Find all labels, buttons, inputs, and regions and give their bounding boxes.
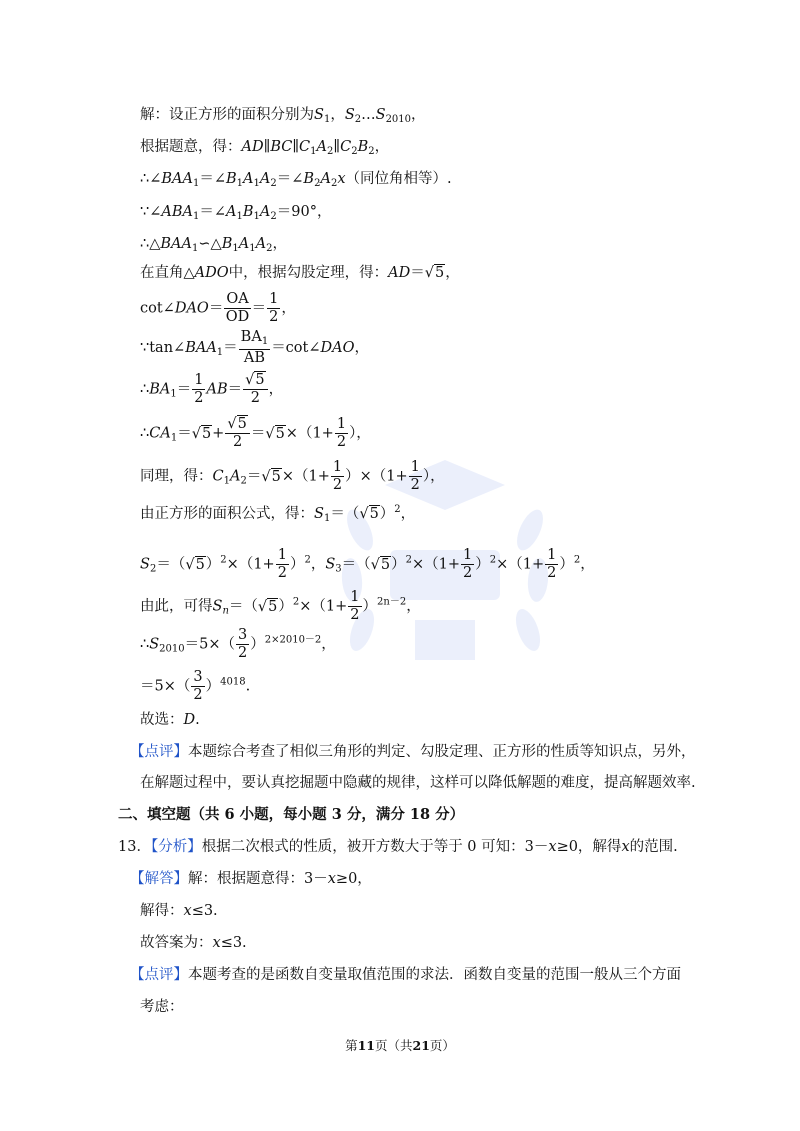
q13-answer: 【解答】解：根据题意得：3－x≥0， [130,871,372,887]
review-line-2: 在解题过程中，要认真挖掘题中隐藏的规律，这样可以降低解题的难度，提高解题效率. [140,775,696,791]
solution-line-3: $\therefore\angle BAA_1=\angle B_1A_1A_2=\angle B_2A_2x$（同位角相等）. [140,171,452,189]
solution-line-10: $\therefore CA_1=√5+$ $\frac{√5}{2}$ ＝√5×（1+ $\frac{1}{2}$ ）， [140,416,371,451]
solution-line-8: $\because\tan\angle BAA_1=$ $\frac{BA_1}{AB}$ ＝cot∠DAO， [140,329,369,366]
solution-line-14: 由此，可得$S_n=(√5)^2\times(1+$ $\frac{1}{2}$ ）$^{2n-2}$， [140,589,421,624]
section-title: 二、填空题（共 6 小题，每小题 3 分，满分 18 分） [118,806,465,823]
q13-review-1: 【点评】本题考查的是函数自变量取值范围的求法．函数自变量的范围一般从三个方面 [130,967,681,983]
solution-line-15: $\therefore S_{2010}=5\times$（ $\frac{3}{2}$ ）$^{2\times 2010-2}$， [140,627,336,662]
solution-line-12: 由正方形的面积公式，得：$S_1=(√5)^2$， [140,504,416,524]
q13-final: 故答案为：x≤3. [140,935,247,951]
analysis-tag: 【分析】 [150,839,202,855]
answer-tag: 【解答】 [130,871,188,887]
solution-line-1: 解：设正方形的面积分别为$S_1$，$S_2\dots S_{2010}$， [140,107,426,125]
q13-solve: 解得：x≤3. [140,903,218,919]
review-tag-2: 【点评】 [130,967,188,983]
page-footer: 第11页（共21页） [345,1038,455,1053]
q13-analysis: 13．【分析】根据二次根式的性质，被开方数大于等于 0 可知：3－x≥0，解得x的范围. [118,839,678,855]
solution-line-13: $S_2=(√5)^2\times(1+$ $\frac{1}{2}$ ）$^2$，$S_3=(√5)^2\times(1+$ $\frac{1}{2}$ ）$^2$×（1+ $\frac{1}{2}$ ）$^2$， [140,547,595,582]
solution-line-17: 故选：D. [140,712,200,728]
solution-line-6: 在直角△ADO中，根据勾股定理，得：AD＝√5， [140,265,460,281]
solution-line-2: 根据题意，得：$AD\parallel BC\parallel C_1A_2\parallel C_2B_2$， [140,139,390,157]
review-tag: 【点评】 [130,744,188,760]
solution-line-5: $\therefore\triangle BAA_1∽\triangle B_1A_1A_2$， [140,236,287,254]
solution-line-9: $\therefore BA_1=$ $\frac{1}{2}$ AB＝ $\frac{√5}{2}$ ， [140,372,284,407]
solution-line-16: ＝5×（ $\frac{3}{2}$ ）$^{4018}$. [140,669,251,704]
q13-review-2: 考虑： [140,999,184,1015]
solution-line-4: $\because\angle ABA_1=\angle A_1B_1A_2=90^\circ$， [140,204,332,222]
solution-line-11: 同理，得：$C_1A_2=√5\times(1+$ $\frac{1}{2}$ ）×（1+ $\frac{1}{2}$ ）， [140,459,445,494]
review-line-1: 【点评】本题综合考查了相似三角形的判定、勾股定理、正方形的性质等知识点，另外， [130,744,696,760]
solution-line-7: cot∠DAO＝ $\frac{OA}{OD}$ ＝ $\frac{1}{2}$ ， [140,291,296,326]
